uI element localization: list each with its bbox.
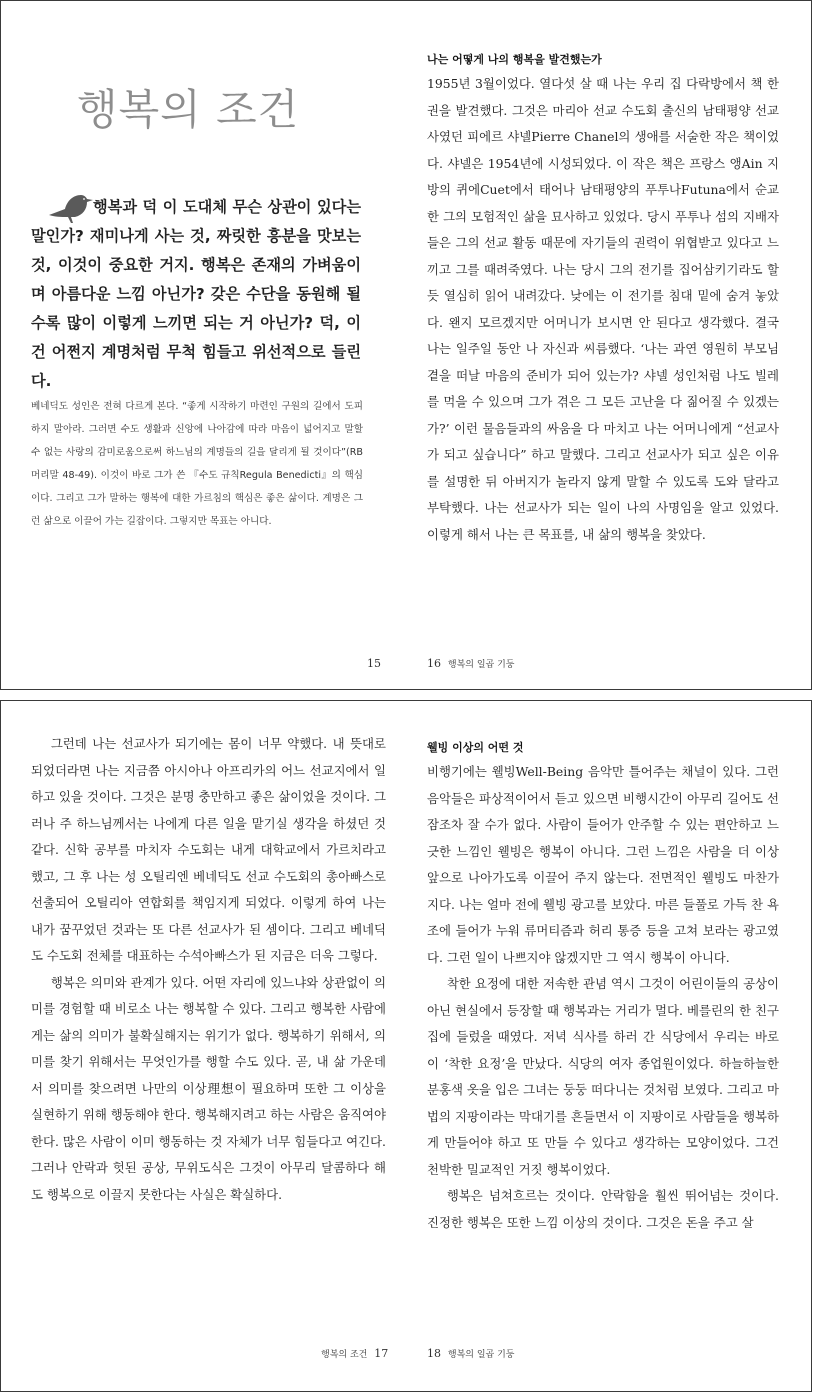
body-text-page-16 (427, 71, 779, 548)
page-footer-17 (321, 1347, 388, 1360)
folio-number: 18 (427, 1347, 441, 1360)
lead-text: 행복과 덕 이 도대체 무슨 상관이 있다는 말인가? 재미나게 사는 것, 짜릿한 흥분을 맛보는 것, 이것이 중요한 거지. 행복은 존재의 가벼움이며 아름다운 느낌 아닌가? 갖은 수단을 동원해 될수록 많이 이렇게 느끼면 되는 거 아닌가? 덕, 이건 어쩐지 계명처럼 무척 힘들고 위선적으로 들린다. (31, 198, 361, 390)
paragraph: 비행기에는 웰빙Well-Being 음악만 틀어주는 채널이 있다. 그런 음악들은 파상적이어서 듣고 있으면 비행시간이 아무리 길어도 선잠조차 잘 수가 없다. 사람이 들어가 안주할 수 있는 편안하고 느긋한 느낌인 웰빙은 행복이 아니다. 그런 느낌은 사람을 더 이상 앞으로 나아가도록 이끌어 주지 않는다. 전면적인 웰빙도 마찬가지다. 나는 얼마 전에 웰빙 광고를 보았다. 마른 들풀로 가득 찬 욕조에 들어가 누워 류머티즘과 허리 통증 등을 고쳐 보라는 광고였다. 그런 일이 나쁘지야 않겠지만 그 역시 행복이 아니다. (427, 764, 779, 965)
chapter-title: 행복의 조건 (77, 85, 300, 134)
page-footer-16 (427, 657, 514, 670)
section-heading: 나는 어떻게 나의 행복을 발견했는가 (427, 53, 602, 66)
book-spread-bottom (0, 700, 812, 1392)
paragraph: 행복은 의미와 관계가 있다. 어떤 자리에 있느냐와 상관없이 의미를 경험할 때 비로소 나는 행복할 수 있다. 그리고 행복한 사람에게는 삶의 의미가 불확실해지는 위기가 없다. 행복하기 위해서, 의미를 찾기 위해서는 무엇인가를 행할 수도 있다. 곧, 내 삶 가운데서 의미를 찾으려면 나만의 이상理想이 필요하며 또한 그 이상을 실현하기 위해 행동해야 한다. 행복해지려고 하는 사람은 움직여야 한다. 많은 사람이 이미 행동하는 것 자체가 너무 힘들다고 여긴다. 그러나 안락과 헛된 공상, 무위도식은 그것이 아무리 달콤하다 해도 행복으로 이끌지 못한다는 사실은 확실하다. (31, 974, 386, 1202)
page-number-15 (367, 657, 381, 670)
benedict-quote-paragraph: 베네딕도 성인은 전혀 다르게 본다. “좋게 시작하기 마련인 구원의 길에서 도피하지 말아라. 그러면 수도 생활과 신앙에 나아감에 따라 마음이 넓어지고 말할 수 없는 사랑의 감미로움으로써 하느님의 계명들의 길을 달리게 될 것이다”(RB 머리말 48-49). 이것이 바로 그가 쓴 『수도 규칙Regula Benedicti』의 핵심이다. 그리고 그가 말하는 행복에 대한 가르침의 핵심은 좋은 삶이다. 계명은 그런 삶으로 이끌어 가는 길잡이다. 그렇지만 목표는 아니다. (31, 401, 363, 527)
paragraph: 착한 요정에 대한 저속한 관념 역시 그것이 어린이들의 공상이 아닌 현실에서 등장할 때 행복과는 거리가 멀다. 베를린의 한 친구 집에 들렀을 때였다. 저녁 식사를 하러 간 식당에서 우리는 바로 이 ‘착한 요정’을 만났다. 식당의 여자 종업원이었다. 하늘하늘한 분홍색 옷을 입은 그녀는 둥둥 떠다니는 것처럼 보였다. 그리고 마법의 지팡이라는 막대기를 흔들면서 이 지팡이로 사람들을 행복하게 만들어야 하고 또 만들 수 있다고 생각하는 모양이었다. 그건 천박한 밀교적인 거짓 행복이었다. (427, 976, 779, 1177)
running-title: 행복의 일곱 기둥 (447, 660, 515, 670)
page-footer-18 (427, 1347, 514, 1360)
paragraph: 1955년 3월이었다. 열다섯 살 때 나는 우리 집 다락방에서 책 한 권을 발견했다. 그것은 마리아 선교 수도회 출신의 남태평양 선교사였던 피에르 샤넬Pierre Chanel의 생애를 서술한 작은 책이었다. 샤넬은 1954년에 시성되었다. 이 작은 책은 프랑스 앵Ain 지방의 퀴에Cuet에서 태어나 남태평양의 푸투나Futuna에서 순교한 그의 모험적인 삶을 묘사하고 있었다. 당시 푸투나 섬의 지배자들은 그의 선교 활동 때문에 자기들의 권력이 위협받고 있다고 느끼고 그를 때려죽였다. 나는 당시 그의 전기를 집어삼키기라도 할 듯 열심히 읽어 내려갔다. 낮에는 이 전기를 침대 밑에 숨겨 놓았다. 왠지 모르겠지만 어머니가 보시면 안 된다고 생각했다. 결국 나는 일주일 동안 나 자신과 씨름했다. ‘나는 과연 영원히 부모님 곁을 떠날 마음의 준비가 되어 있는가? 샤넬 성인처럼 나도 빌레를 먹을 수 있으며 그가 겪은 그 모든 고난을 다 짊어질 수 있겠는가?’ 이런 물음들과의 싸움을 다 마치고 나는 어머니에게 “선교사가 되고 싶습니다” 하고 말했다. 그리고 선교사가 되고 싶은 이유를 설명한 뒤 아버지가 놀라지 않게 말할 수 있도록 도와 달라고 부탁했다. 나는 선교사가 되는 일이 나의 사명임을 알고 있었다. 이렇게 해서 나는 큰 목표를, 내 삶의 행복을 찾았다. (427, 76, 779, 542)
running-title: 행복의 조건 (321, 1350, 368, 1360)
book-spread-top (0, 0, 812, 690)
body-text-page-18 (427, 759, 779, 1236)
body-text-page-17 (31, 731, 386, 1208)
lead-paragraph (31, 193, 361, 396)
paragraph: 행복은 넘쳐흐르는 것이다. 안락함을 훨씬 뛰어넘는 것이다. 진정한 행복은 또한 느낌 이상의 것이다. 그것은 돈을 주고 살 (427, 1188, 779, 1230)
folio-number: 16 (427, 657, 441, 670)
paragraph: 그런데 나는 선교사가 되기에는 몸이 너무 약했다. 내 뜻대로 되었더라면 나는 지금쯤 아시아나 아프리카의 어느 선교지에서 일하고 있을 것이다. 그것은 분명 충만하고 좋은 삶이었을 것이다. 그러나 주 하느님께서는 나에게 다른 일을 맡기실 생각을 하셨던 것 같다. 신학 공부를 마치자 수도회는 내게 대학교에서 가르치라고 했고, 그 후 나는 성 오틸리엔 베네딕도 선교 수도회의 총아빠스로 선출되어 오틸리아 연합회를 책임지게 되었다. 이렇게 하여 나는 내가 꿈꾸었던 것과는 또 다른 선교사가 된 셈이다. 그리고 베네딕도 수도회 전체를 대표하는 수석아빠스가 된 지금은 더욱 그렇다. (31, 736, 386, 963)
section-heading: 웰빙 이상의 어떤 것 (427, 741, 524, 754)
folio-number: 15 (367, 657, 381, 670)
running-title: 행복의 일곱 기둥 (447, 1350, 515, 1360)
folio-number: 17 (374, 1347, 389, 1360)
